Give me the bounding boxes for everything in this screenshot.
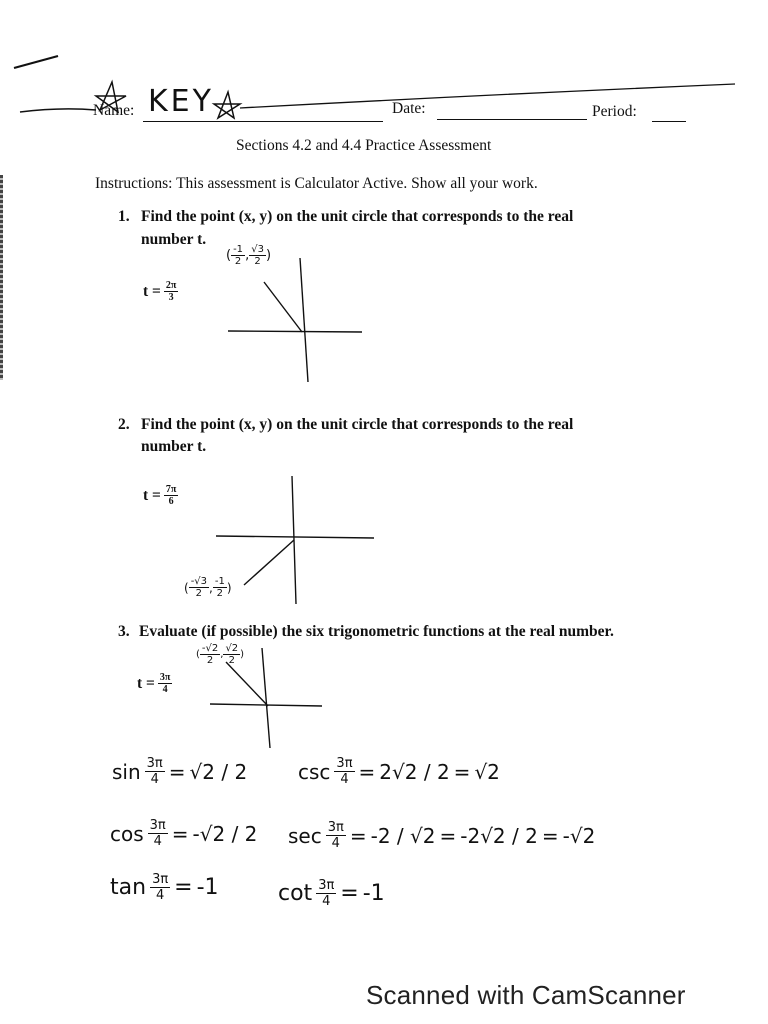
fn-name: cos	[110, 821, 144, 846]
fn-name: sin	[112, 759, 141, 784]
name-value: KEY	[148, 84, 214, 119]
answer-x-num: -√2	[201, 643, 219, 654]
step-result: -2√2 / 2	[460, 823, 538, 848]
work-cot: cot $\frac{3\pi}{4}$ = -1	[278, 878, 385, 909]
fn-name: tan	[110, 875, 147, 900]
arg-num: 3π	[318, 878, 335, 893]
arg-den: 4	[153, 834, 162, 849]
step-result: -2 / √2	[370, 823, 436, 848]
t-denominator: 4	[162, 684, 168, 695]
arg-den: 4	[340, 772, 349, 787]
question-1-answer: ( $\frac{-1}{2}$ , $\frac{√3}{2}$ )	[226, 244, 272, 267]
step-result: -√2	[562, 823, 596, 848]
arg-num: 3π	[146, 756, 163, 771]
question-2-text-2: number t.	[141, 438, 207, 455]
work-cos: cos $\frac{3\pi}{4}$ = -√2 / 2	[110, 818, 258, 849]
answer-x-num: -√3	[190, 576, 208, 587]
arg-num: 3π	[152, 872, 169, 887]
question-3-answer: ( $\frac{-√2}{2}$ , $\frac{√2}{2}$ )	[196, 643, 245, 666]
step-result: √2 / 2	[189, 759, 248, 784]
t-label: t =	[143, 282, 161, 300]
work-csc: csc $\frac{3\pi}{4}$ = 2√2 / 2 = √2	[298, 756, 500, 787]
arg-num: 3π	[336, 756, 353, 771]
step-result: -1	[362, 881, 385, 906]
fn-name: cot	[278, 881, 313, 906]
t-label: t =	[143, 486, 161, 504]
t-denominator: 3	[168, 292, 174, 303]
answer-y-den: 2	[228, 655, 235, 666]
arg-num: 3π	[327, 820, 344, 835]
fn-name: csc	[298, 759, 331, 784]
question-3-text: Evaluate (if possible) the six trigonometric functions at the real number.	[139, 623, 614, 640]
answer-y-num: √3	[251, 244, 264, 255]
answer-y-den: 2	[216, 588, 224, 599]
period-label: Period:	[592, 103, 637, 120]
question-1-text: Find the point (x, y) on the unit circle that corresponds to the real	[141, 208, 574, 225]
page-title: Sections 4.2 and 4.4 Practice Assessment	[236, 137, 492, 154]
t-numerator: 2π	[165, 280, 177, 291]
question-2-number: 2.	[118, 416, 130, 433]
arg-num: 3π	[149, 818, 166, 833]
arg-den: 4	[150, 772, 159, 787]
step-result: 2√2 / 2	[379, 759, 450, 784]
instructions: Instructions: This assessment is Calculator Active. Show all your work.	[95, 175, 538, 192]
arg-den: 4	[155, 888, 165, 903]
question-1-number: 1.	[118, 208, 130, 225]
date-label: Date:	[392, 100, 426, 117]
answer-x-den: 2	[206, 655, 214, 666]
step-result: √2	[474, 759, 500, 784]
work-sin: sin $\frac{3\pi}{4}$ = √2 / 2	[112, 756, 248, 787]
answer-y-den: 2	[254, 256, 261, 267]
answer-x-num: -1	[233, 244, 244, 255]
answer-x-den: 2	[195, 588, 203, 599]
answer-y-num: √2	[225, 643, 239, 654]
t-denominator: 6	[168, 496, 174, 507]
question-1-text-2: number t.	[141, 231, 207, 248]
t-numerator: 3π	[159, 672, 171, 683]
arg-den: 4	[331, 836, 340, 851]
name-label: Name:	[93, 102, 135, 119]
t-label: t =	[137, 674, 155, 692]
work-tan: tan $\frac{3\pi}{4}$ = -1	[110, 872, 219, 903]
work-sec: sec $\frac{3\pi}{4}$ = -2 / √2 = -2√2 / 2 = -√2	[288, 820, 596, 851]
camscanner-watermark: Scanned with CamScanner	[366, 980, 686, 1010]
question-2-text: Find the point (x, y) on the unit circle that corresponds to the real	[141, 416, 574, 433]
step-result: -1	[196, 875, 219, 900]
answer-y-num: -1	[214, 576, 225, 587]
t-numerator: 7π	[165, 484, 177, 495]
question-3-number: 3.	[118, 623, 130, 640]
arg-den: 4	[322, 894, 331, 909]
question-2-answer: ( $\frac{-√3}{2}$ , $\frac{-1}{2}$ )	[184, 576, 232, 599]
fn-name: sec	[288, 823, 322, 848]
answer-x-den: 2	[234, 256, 242, 267]
step-result: -√2 / 2	[192, 821, 258, 846]
